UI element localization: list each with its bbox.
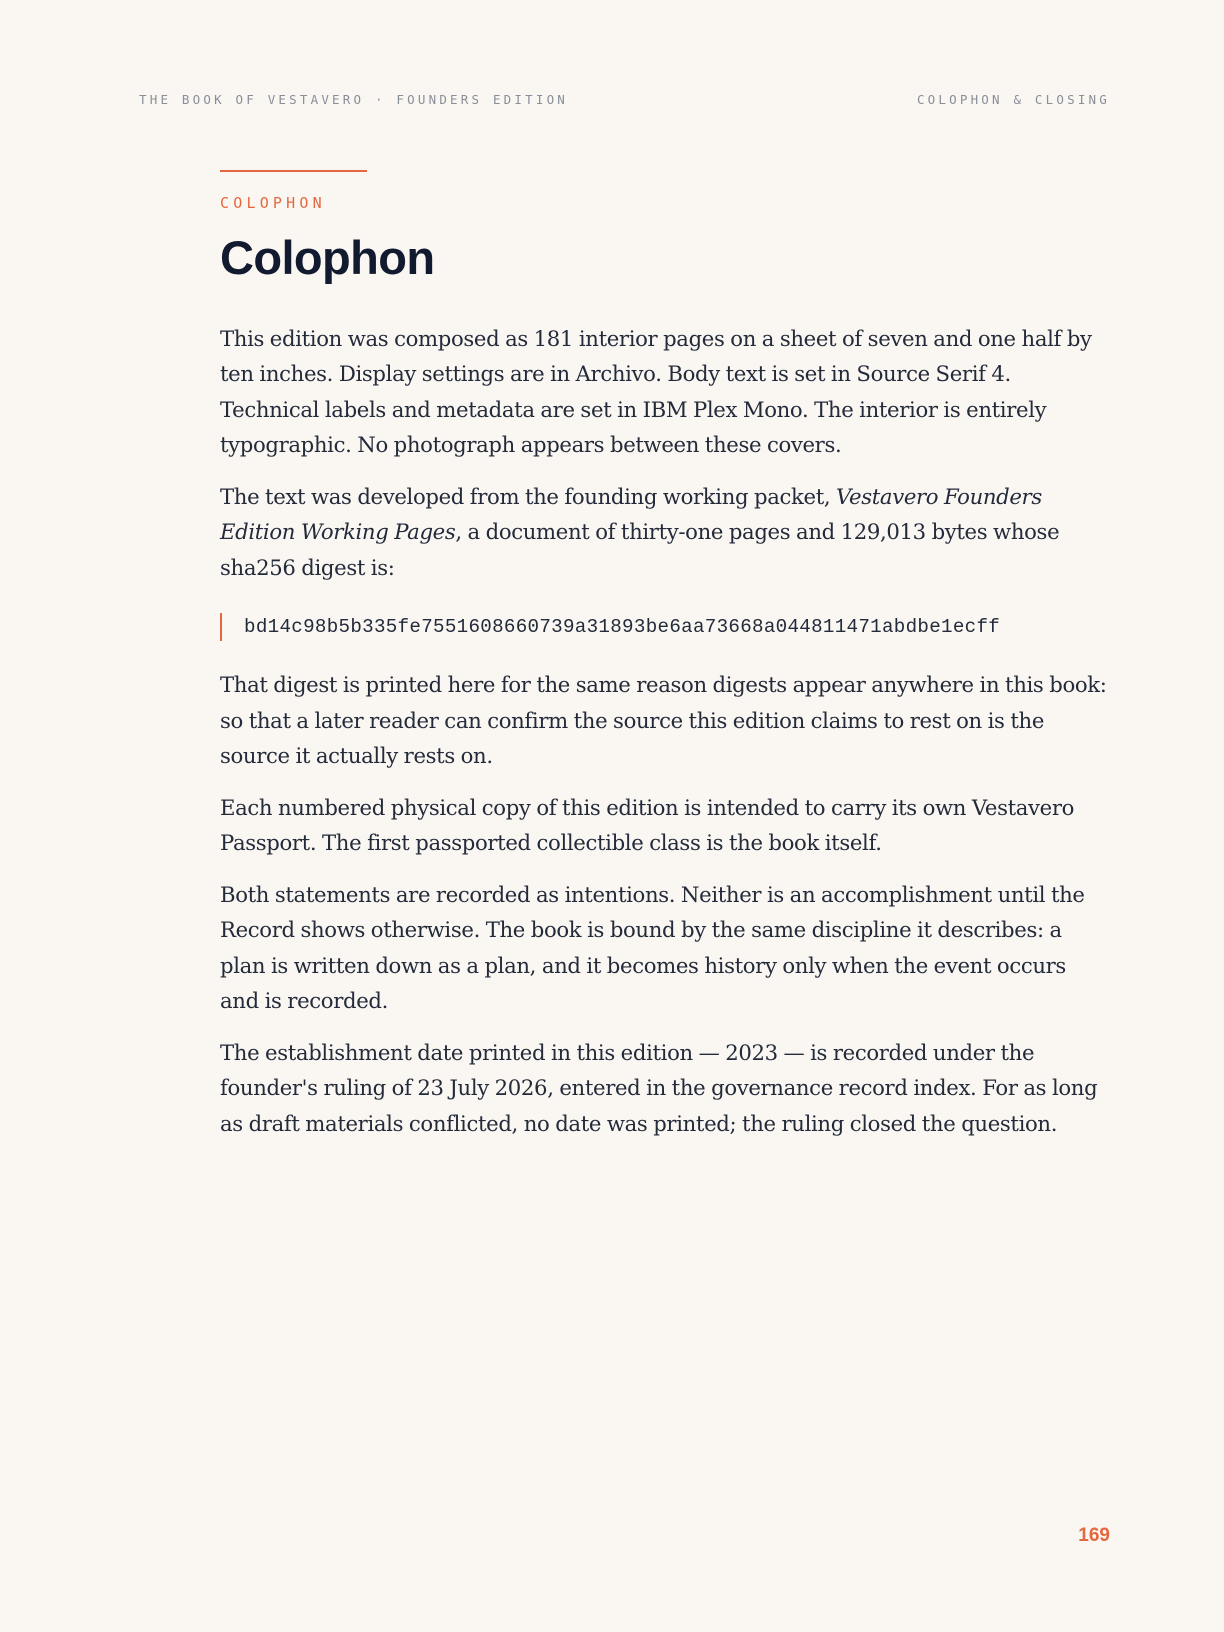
paragraph-composition: This edition was composed as 181 interior pages on a sheet of seven and one half by ten inches. Display settings are in Archivo. Body text is set in Source Serif 4. Technical labels and metadata are set in IBM Plex Mono. The interior is entirely typographic. No photograph appears between these covers.	[220, 325, 1092, 458]
running-head-section: COLOPHON & CLOSING	[916, 92, 1110, 107]
paragraph-source-packet-tail: , a document of thirty-one pages and 129,013 bytes whose sha256 digest is:	[220, 519, 1060, 580]
section-rule	[220, 170, 367, 172]
paragraph-intentions: Both statements are recorded as intentions. Neither is an accomplishment until the Record shows otherwise. The book is bound by the same discipline it describes: a plan is written down as a plan, and it becomes history only when the event occurs and is recorded.	[220, 881, 1085, 1014]
page-number: 169	[1078, 1525, 1110, 1546]
paragraph-source-packet	[220, 479, 1110, 586]
working-pages-title: Vestavero Founders Edition Working Pages	[220, 483, 1042, 545]
page-title: Colophon	[220, 231, 435, 284]
section-kicker: COLOPHON	[220, 194, 326, 212]
paragraph-establishment-date: The establishment date printed in this edition — 2023 — is recorded under the founder's ruling of 23 July 2026, entered in the governance record index. For as long as draft materials conflicted, no date was printed; the ruling closed the question.	[220, 1039, 1098, 1136]
paragraph-passport: Each numbered physical copy of this edition is intended to carry its own Vestavero Passport. The first passported collectible class is the book itself.	[220, 794, 1075, 856]
paragraph-digest-reason: That digest is printed here for the same reason digests appear anywhere in this book: so that a later reader can confirm the source this edition claims to rest on is the source it actually rests on.	[220, 672, 1107, 769]
body-text	[220, 321, 1110, 1142]
paragraph-source-packet-lead: The text was developed from the founding working packet,	[220, 483, 837, 509]
main-content	[220, 170, 1110, 1157]
sha256-digest: bd14c98b5b335fe7551608660739a31893be6aa73668a044811471abdbe1ecff	[220, 613, 1110, 641]
running-head-book-title: THE BOOK OF VESTAVERO · FOUNDERS EDITION	[139, 92, 569, 107]
